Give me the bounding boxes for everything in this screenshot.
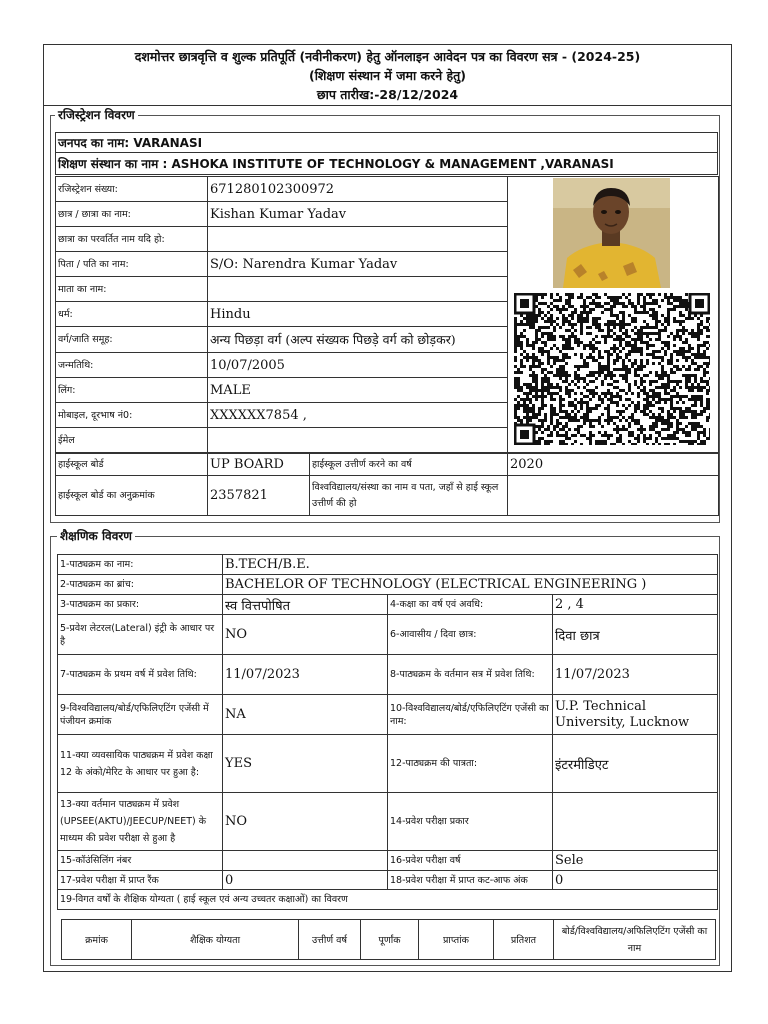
eligibility-label: 12-पाठ्यक्रम की पात्रता: bbox=[388, 735, 553, 793]
hs-university-label: विश्वविद्यालय/संस्था का नाम व पता, जहाँ से हाई स्कूल उत्तीर्ण की हो bbox=[310, 476, 508, 516]
merit-admission-label: 11-क्या व्यवसायिक पाठ्यक्रम में प्रवेश कक्षा 12 के अंको/मेरिट के आधार पर हुआ है: bbox=[58, 735, 223, 793]
email bbox=[208, 428, 508, 453]
registration-legend: रजिस्ट्रेशन विवरण bbox=[55, 108, 138, 122]
lateral-entry: NO bbox=[223, 615, 388, 655]
changed-name bbox=[208, 227, 508, 252]
counselling-number bbox=[223, 851, 388, 871]
gender: MALE bbox=[208, 378, 508, 403]
col-serial: क्रमांक bbox=[62, 920, 132, 960]
father-name: S/O: Narendra Kumar Yadav bbox=[208, 252, 508, 277]
residential-label: 6-आवासीय / दिवा छात्र: bbox=[388, 615, 553, 655]
registration-number: 671280102300972 bbox=[208, 177, 508, 202]
col-percentage: प्रतिशत bbox=[494, 920, 554, 960]
course-type-label: 3-पाठ्यक्रम का प्रकार: bbox=[58, 595, 223, 615]
current-session-admission-label: 8-पाठ्यक्रम के वर्तमान सत्र में प्रवेश तिथि: bbox=[388, 655, 553, 695]
class-year-duration: 2 , 4 bbox=[553, 595, 718, 615]
reg-label: छात्र / छात्रा का नाम: bbox=[56, 202, 208, 227]
hs-year-value: 2020 bbox=[508, 454, 719, 476]
university-name-label: 10-विश्वविद्यालय/बोर्ड/एफिलिएटिंग एजेंसी का नाम: bbox=[388, 695, 553, 735]
reg-label: लिंग: bbox=[56, 378, 208, 403]
exam-rank-label: 17-प्रवेश परीक्षा में प्राप्त रैंक bbox=[58, 871, 223, 890]
class-year-label: 4-कक्षा का वर्ष एवं अवधि: bbox=[388, 595, 553, 615]
hs-roll-value: 2357821 bbox=[208, 476, 310, 516]
print-date: छाप तारीख:-28/12/2024 bbox=[316, 87, 459, 102]
reg-label: रजिस्ट्रेशन संख्या: bbox=[56, 177, 208, 202]
reg-label: ईमेल bbox=[56, 428, 208, 453]
reg-label: वर्ग/जाति समूह: bbox=[56, 327, 208, 353]
university-name: U.P. Technical University, Lucknow bbox=[553, 695, 718, 735]
hs-year-label: हाईस्कूल उत्तीर्ण करने का वर्ष bbox=[310, 454, 508, 476]
hs-board-label: हाईस्कूल बोर्ड bbox=[56, 454, 208, 476]
lateral-entry-label: 5-प्रवेश लेटरल(Lateral) इंट्री के आधार पर है bbox=[58, 615, 223, 655]
mobile-number: XXXXXX7854 , bbox=[208, 403, 508, 428]
reg-label: धर्म: bbox=[56, 302, 208, 327]
entrance-exam-admission: NO bbox=[223, 793, 388, 851]
col-max-marks: पूर्णांक bbox=[361, 920, 419, 960]
reg-label: जन्मतिथि: bbox=[56, 353, 208, 378]
col-qualification: शैक्षिक योग्यता bbox=[132, 920, 299, 960]
mother-name bbox=[208, 277, 508, 302]
registration-no-label: 9-विश्वविद्यालय/बोर्ड/एफिलिएटिंग एजेंसी में पंजीयन क्रमांक bbox=[58, 695, 223, 735]
header-subtitle: (शिक्षण संस्थान में जमा करने हेतु) bbox=[308, 68, 467, 83]
qr-code bbox=[514, 293, 710, 445]
first-year-admission-label: 7-पाठ्यक्रम के प्रथम वर्ष में प्रवेश तिथि: bbox=[58, 655, 223, 695]
district-name: जनपद का नाम: VARANASI bbox=[56, 133, 718, 153]
reg-label: मोबाइल, दूरभाष नं0: bbox=[56, 403, 208, 428]
hs-roll-label: हाईस्कूल बोर्ड का अनुक्रमांक bbox=[56, 476, 208, 516]
entrance-exam-type bbox=[553, 793, 718, 851]
course-branch: BACHELOR OF TECHNOLOGY (ELECTRICAL ENGINEERING ) bbox=[223, 575, 718, 595]
registration-header-table bbox=[55, 132, 718, 175]
previous-qualification-label: 19-विगत वर्षों के शैक्षिक योग्यता ( हाई स्कूल एवं अन्य उच्चतर कक्षाओं) का विवरण bbox=[58, 890, 718, 910]
col-passing-year: उत्तीर्ण वर्ष bbox=[299, 920, 361, 960]
student-name: Kishan Kumar Yadav bbox=[208, 202, 508, 227]
academic-table bbox=[57, 554, 718, 910]
reg-label: पिता / पति का नाम: bbox=[56, 252, 208, 277]
branch-label: 2-पाठ्यक्रम का ब्रांच: bbox=[58, 575, 223, 595]
col-board-name: बोर्ड/विश्वविद्यालय/अफिलिएटिंग एजेंसी का नाम bbox=[554, 920, 716, 960]
form-header bbox=[44, 45, 731, 106]
cutoff-label: 18-प्रवेश परीक्षा में प्राप्त कट-आफ अंक bbox=[388, 871, 553, 890]
entrance-exam-year: Sele bbox=[553, 851, 718, 871]
course-type: स्व वित्तपोषित bbox=[223, 595, 388, 615]
hs-board-value: UP BOARD bbox=[208, 454, 310, 476]
counselling-no-label: 15-कॉउंसिलिंग नंबर bbox=[58, 851, 223, 871]
cutoff-marks: 0 bbox=[553, 871, 718, 890]
university-registration-no: NA bbox=[223, 695, 388, 735]
header-title: दशमोत्तर छात्रवृत्ति व शुल्क प्रतिपूर्ति (नवीनीकरण) हेतु ऑनलाइन आवेदन पत्र का विवरण सत्र - (2024-25) bbox=[134, 49, 641, 64]
institute-name: शिक्षण संस्थान का नाम : ASHOKA INSTITUTE OF TECHNOLOGY & MANAGEMENT ,VARANASI bbox=[56, 153, 718, 175]
entrance-exam-rank: 0 bbox=[223, 871, 388, 890]
student-photo bbox=[553, 178, 670, 288]
current-session-admission-date: 11/07/2023 bbox=[553, 655, 718, 695]
reg-label: माता का नाम: bbox=[56, 277, 208, 302]
academic-legend: शैक्षणिक विवरण bbox=[57, 529, 135, 543]
course-eligibility: इंटरमीडिएट bbox=[553, 735, 718, 793]
exam-year-label: 16-प्रवेश परीक्षा वर्ष bbox=[388, 851, 553, 871]
highschool-table bbox=[55, 453, 719, 516]
merit-admission: YES bbox=[223, 735, 388, 793]
hs-university-value bbox=[508, 476, 719, 516]
date-of-birth: 10/07/2005 bbox=[208, 353, 508, 378]
entrance-exam-admission-label: 13-क्या वर्तमान पाठ्यक्रम में प्रवेश (UPSEE(AKTU)/JEECUP/NEET) के माध्यम की प्रवेश परीक्षा से हुआ है bbox=[58, 793, 223, 851]
exam-type-label: 14-प्रवेश परीक्षा प्रकार bbox=[388, 793, 553, 851]
religion: Hindu bbox=[208, 302, 508, 327]
reg-label: छात्रा का परवर्तित नाम यदि हो: bbox=[56, 227, 208, 252]
course-name: B.TECH/B.E. bbox=[223, 555, 718, 575]
caste-category: अन्य पिछड़ा वर्ग (अल्प संख्यक पिछड़े वर्ग को छोड़कर) bbox=[208, 327, 508, 353]
col-obtained-marks: प्राप्तांक bbox=[419, 920, 494, 960]
first-year-admission-date: 11/07/2023 bbox=[223, 655, 388, 695]
residential-status: दिवा छात्र bbox=[553, 615, 718, 655]
previous-qualification-table bbox=[61, 919, 716, 960]
course-name-label: 1-पाठ्यक्रम का नाम: bbox=[58, 555, 223, 575]
